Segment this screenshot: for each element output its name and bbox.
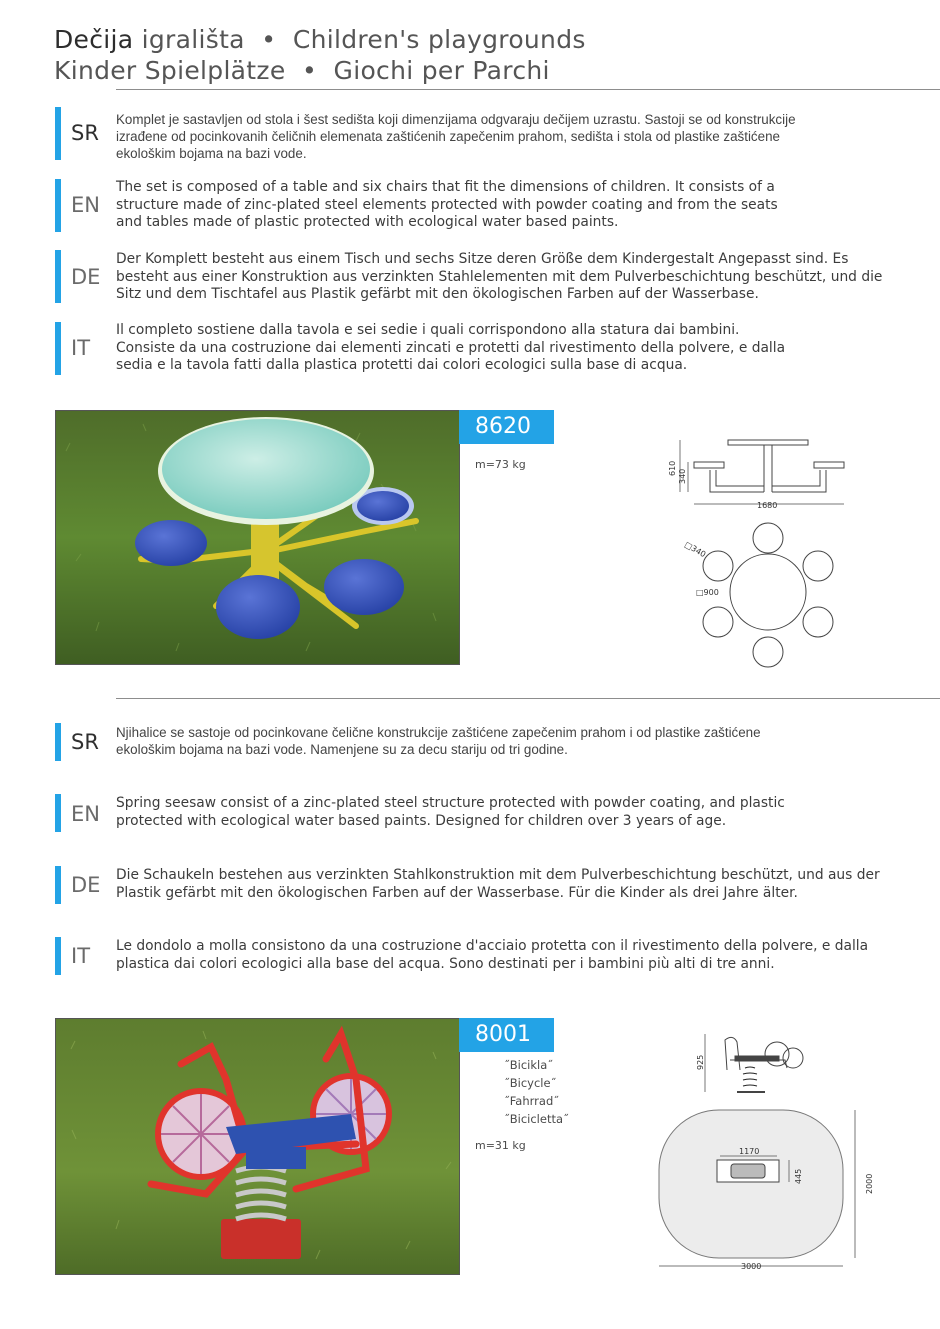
description-sr: Komplet je sastavljen od stola i šest sedišta koji dimenzijama odgvaraju dečijem uzrastu. Sastoji se od konstrukcije izrađene od pocinkovanih čeličnih elemenata zaštićenih zapečenim prahom, sedišta i stola od plastike zaštićene ekološkim bojama na bazi vode. (116, 112, 796, 161)
lang-code-it: IT (71, 944, 91, 968)
lang-code-sr: SR (71, 121, 99, 145)
product-code-badge: 8001 (459, 1018, 554, 1052)
side-seat-right (814, 462, 844, 468)
side-seat-left (694, 462, 724, 468)
dim-length: 1170 (739, 1147, 760, 1156)
product-name-list (504, 1056, 569, 1128)
page-title (54, 24, 586, 86)
product-name-en: ˝Bicycle˝ (504, 1076, 557, 1090)
lang-bar (55, 179, 61, 232)
product-code-badge: 8620 (459, 410, 554, 444)
product-weight: m=31 kg (475, 1139, 526, 1152)
dim-table-size: □900 (696, 588, 719, 597)
lang-code-sr: SR (71, 730, 99, 754)
product1-photo (55, 410, 460, 665)
lang-code-de: DE (71, 265, 101, 289)
bicycle-rocker-drawing (655, 1030, 880, 1275)
dim-area-length: 2000 (865, 1173, 874, 1194)
product-name-sr: ˝Bicikla˝ (504, 1058, 554, 1072)
dim-width-total: 1680 (757, 501, 778, 510)
dim-width: 445 (794, 1168, 803, 1184)
title-lead: Dečija (54, 25, 134, 54)
lang-code-en: EN (71, 193, 100, 217)
lang-bar (55, 322, 61, 375)
dim-height: 925 (696, 1054, 705, 1070)
product-name-de: ˝Fahrrad˝ (504, 1094, 559, 1108)
lang-code-en: EN (71, 802, 100, 826)
description-de: Die Schaukeln bestehen aus verzinkten Stahlkonstruktion mit dem Pulverbeschichtung beschützt, und aus der Plastik gefärbt mit den ökologischen Farben auf der Wasserbase. Für die Kinder als drei Jahre älter. (116, 867, 880, 901)
section-divider (116, 698, 940, 699)
description-it: Le dondolo a molla consistono da una costruzione d'acciaio protetta con il rivestimento della polvere, e dalla plastica dai colori ecologici alla base del acqua. Sono destinati per i bambini più alti di tre anni. (116, 938, 869, 972)
lang-code-de: DE (71, 873, 101, 897)
lang-bar (55, 794, 61, 832)
product-name-it: ˝Bicicletta˝ (504, 1112, 569, 1126)
title-line2: Kinder Spielplätze • Giochi per Parchi (54, 56, 550, 85)
description-it: Il completo sostiene dalla tavola e sei sedie i quali corrispondono alla statura dai bambini. Consiste da una costruzione dai elementi zincati e protetti dal rivestimento della polvere, e dalla sedia e la tavola fatti dalla plastica protetti dai colori ecologici sulla base di acqua. (116, 322, 786, 373)
table-set-illustration (56, 411, 459, 664)
table-set-drawing (660, 432, 850, 672)
description-sr: Njihalice se sastoje od pocinkovane čelične konstrukcije zaštićene zapečenim prahom i od plastike zaštićene ekološkim bojama na bazi vode. Namenjene su za decu stariju od tri godine. (116, 725, 761, 757)
dim-area-width: 3000 (741, 1262, 762, 1271)
lang-code-it: IT (71, 336, 91, 360)
lang-bar (55, 866, 61, 904)
lang-bar (55, 107, 61, 160)
dim-height-seat: 340 (678, 468, 687, 484)
description-en: The set is composed of a table and six chairs that fit the dimensions of children. It consists of a structure made of zinc-plated steel elements protected with powder coating and from the seats and tables made of plastic protected with ecological water based paints. (116, 179, 778, 230)
dim-seat-size: □340 (683, 539, 708, 560)
bicycle-rocker-illustration (56, 1019, 459, 1274)
product2-photo (55, 1018, 460, 1275)
lang-bar (55, 723, 61, 761)
description-en: Spring seesaw consist of a zinc-plated steel structure protected with powder coating, and plastic protected with ecological water based paints. Designed for children over 3 years of age. (116, 795, 785, 829)
lang-bar (55, 937, 61, 975)
title-rule (116, 89, 940, 90)
top-table (730, 554, 806, 630)
side-tabletop (728, 440, 808, 445)
product-weight: m=73 kg (475, 458, 526, 471)
dim-height-total: 610 (668, 460, 677, 476)
title-line1: igrališta • Children's playgrounds (141, 25, 586, 54)
description-de: Der Komplett besteht aus einem Tisch und sechs Sitze deren Größe dem Kindergestalt Angepasst sind. Es besteht aus einer Konstruktion aus verzinkten Stahlelementen mit dem Pulverbeschichtung beschützt, und die Sitz und dem Tischtafel aus Plastik gefärbt mit den ökologischen Farben auf der Wasserbase. (116, 251, 883, 302)
lang-bar (55, 250, 61, 303)
